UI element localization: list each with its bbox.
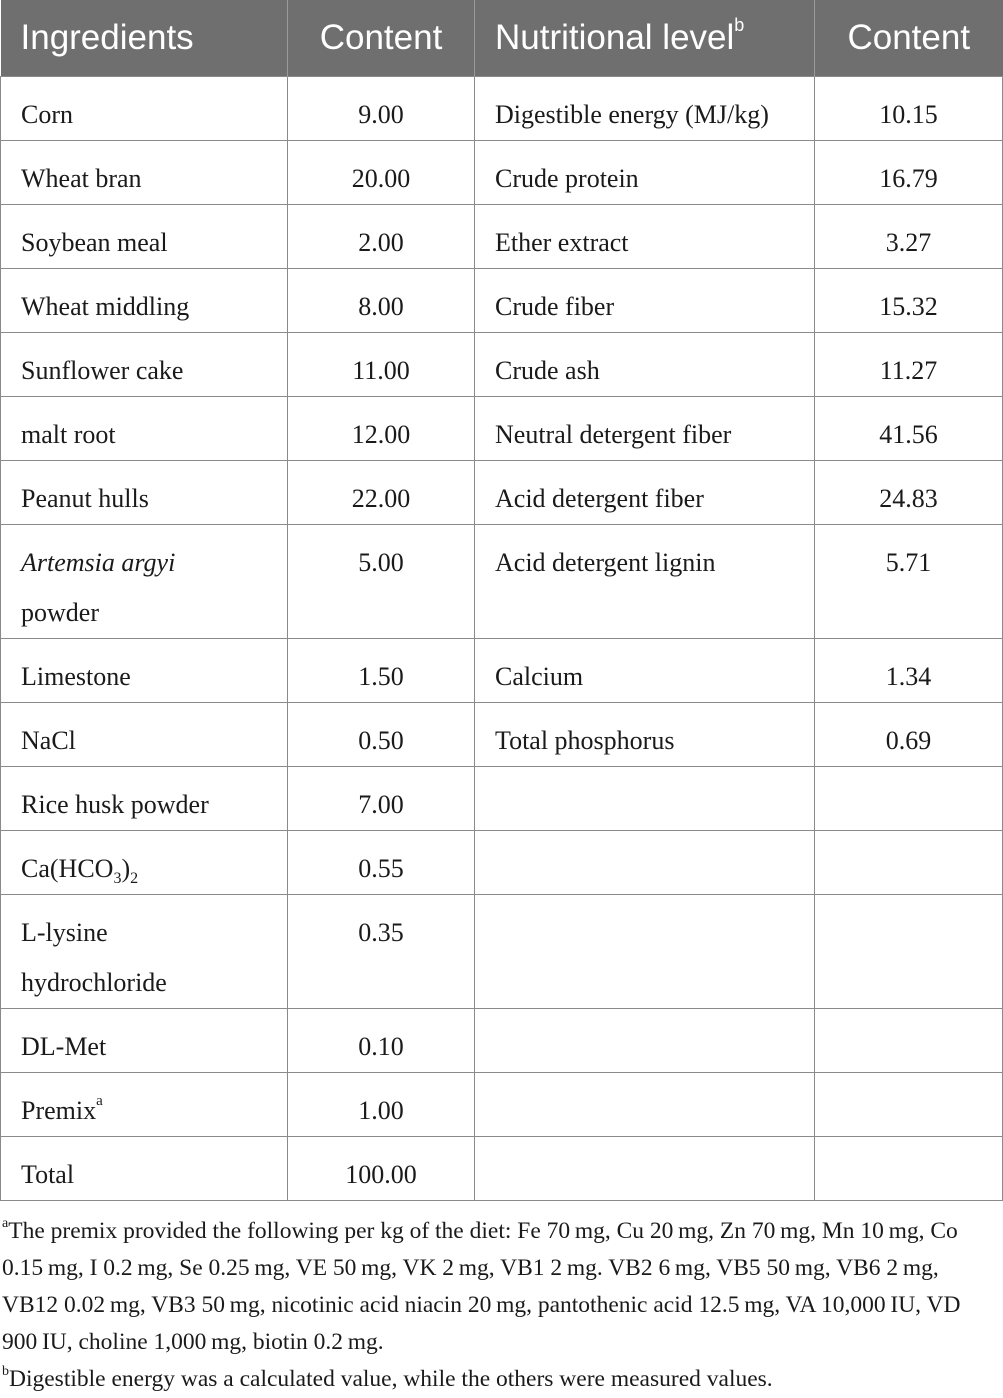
nutrient-cell: Ether extract (475, 205, 815, 269)
ingredient-content-cell: 11.00 (288, 333, 475, 397)
empty-cell (815, 1009, 1003, 1073)
ingredient-formula-part: ) (121, 854, 131, 883)
table-row (1, 461, 1003, 525)
ingredient-cell (1, 525, 288, 639)
nutrient-content-cell: 3.27 (815, 205, 1003, 269)
table-row (1, 77, 1003, 141)
table-row (1, 269, 1003, 333)
ingredient-formula-subscript: 2 (130, 870, 139, 887)
ingredient-cell (1, 895, 288, 1009)
table-row (1, 895, 1003, 1009)
table-row (1, 1073, 1003, 1137)
nutrient-cell: Total phosphorus (475, 703, 815, 767)
footnote-a-mark: a (2, 1216, 9, 1231)
nutrient-cell: Acid detergent fiber (475, 461, 815, 525)
ingredient-content-cell: 0.35 (288, 895, 475, 1009)
ingredient-name-line1: L-lysine (21, 918, 108, 947)
empty-cell (475, 1009, 815, 1073)
ingredient-content-cell: 8.00 (288, 269, 475, 333)
nutrient-content-cell: 1.34 (815, 639, 1003, 703)
nutrient-content-cell: 41.56 (815, 397, 1003, 461)
ingredient-cell: Total (1, 1137, 288, 1201)
ingredient-formula-part: Ca(HCO (21, 854, 114, 883)
ingredient-content-cell: 0.50 (288, 703, 475, 767)
empty-cell (475, 1073, 815, 1137)
nutrient-content-cell: 15.32 (815, 269, 1003, 333)
header-row (1, 0, 1003, 77)
nutrient-cell: Calcium (475, 639, 815, 703)
nutrient-cell: Crude protein (475, 141, 815, 205)
footnote-b-text: Digestible energy was a calculated value, while the others were measured values. (9, 1366, 773, 1392)
footnote-a (2, 1213, 992, 1361)
table-body (1, 77, 1003, 1201)
ingredient-cell: Wheat middling (1, 269, 288, 333)
ingredient-cell: DL-Met (1, 1009, 288, 1073)
ingredient-content-cell: 5.00 (288, 525, 475, 639)
table-row (1, 525, 1003, 639)
nutrient-content-cell: 24.83 (815, 461, 1003, 525)
ingredient-content-cell: 0.55 (288, 831, 475, 895)
table-footnotes (0, 1201, 992, 1398)
ingredient-cell: NaCl (1, 703, 288, 767)
ingredient-name-line2: hydrochloride (21, 968, 167, 997)
ingredient-content-cell: 12.00 (288, 397, 475, 461)
ingredient-content-cell: 9.00 (288, 77, 475, 141)
ingredient-cell: Peanut hulls (1, 461, 288, 525)
table-row (1, 205, 1003, 269)
nutrient-cell: Digestible energy (MJ/kg) (475, 77, 815, 141)
table-header (1, 0, 1003, 77)
ingredient-formula-subscript: 3 (113, 870, 122, 887)
ingredient-cell: Soybean meal (1, 205, 288, 269)
header-nutritional-level-label: Nutritional level (495, 18, 735, 57)
empty-cell (815, 831, 1003, 895)
header-ingredients: Ingredients (1, 0, 288, 77)
ingredient-cell: Limestone (1, 639, 288, 703)
nutrient-cell: Acid detergent lignin (475, 525, 815, 639)
ingredient-name-italic: Artemsia argyi (21, 548, 176, 577)
ingredient-cell (1, 831, 288, 895)
nutrient-cell: Crude ash (475, 333, 815, 397)
empty-cell (475, 831, 815, 895)
footnote-mark-b: b (734, 15, 745, 35)
ingredient-content-cell: 7.00 (288, 767, 475, 831)
nutrient-content-cell: 16.79 (815, 141, 1003, 205)
table-row (1, 1009, 1003, 1073)
header-nutritional-level (475, 0, 815, 77)
header-nutrient-content: Content (815, 0, 1003, 77)
ingredient-cell: Wheat bran (1, 141, 288, 205)
ingredient-cell: Corn (1, 77, 288, 141)
empty-cell (815, 895, 1003, 1009)
ingredient-content-cell: 1.50 (288, 639, 475, 703)
nutrient-content-cell: 5.71 (815, 525, 1003, 639)
ingredient-cell: malt root (1, 397, 288, 461)
table-row (1, 1137, 1003, 1201)
empty-cell (815, 1073, 1003, 1137)
table-row (1, 639, 1003, 703)
nutrient-content-cell: 0.69 (815, 703, 1003, 767)
ingredient-name-line2: powder (21, 598, 99, 627)
empty-cell (475, 1137, 815, 1201)
empty-cell (815, 767, 1003, 831)
footnote-b (2, 1361, 992, 1398)
table-row (1, 831, 1003, 895)
ingredient-content-cell: 2.00 (288, 205, 475, 269)
footnote-b-mark: b (2, 1364, 9, 1379)
ingredient-cell (1, 1073, 288, 1137)
header-ingredient-content: Content (288, 0, 475, 77)
table-row (1, 333, 1003, 397)
footnote-mark-a: a (96, 1093, 103, 1109)
ingredient-name: Premix (21, 1096, 97, 1125)
table-row (1, 767, 1003, 831)
table-row (1, 397, 1003, 461)
ingredient-content-cell: 22.00 (288, 461, 475, 525)
nutrient-content-cell: 11.27 (815, 333, 1003, 397)
nutrient-cell: Crude fiber (475, 269, 815, 333)
empty-cell (815, 1137, 1003, 1201)
nutrient-content-cell: 10.15 (815, 77, 1003, 141)
empty-cell (475, 767, 815, 831)
ingredient-content-cell: 0.10 (288, 1009, 475, 1073)
ingredient-cell: Sunflower cake (1, 333, 288, 397)
nutrient-cell: Neutral detergent fiber (475, 397, 815, 461)
footnote-a-text: The premix provided the following per kg of the diet: Fe 70 mg, Cu 20 mg, Zn 70 mg, Mn 10 mg, Co 0.15 mg, I 0.2 mg, Se 0.25 mg, VE 50 mg, VK 2 mg, VB1 2 mg. VB2 6 mg, VB5 50 mg, VB6 2 mg, VB12 0.02 mg, VB3 50 mg, nicotinic acid niacin 20 mg, pantothenic acid 12.5 mg, VA 10,000 IU, VD 900 IU, choline 1,000 mg, biotin 0.2 mg. (2, 1218, 961, 1355)
ingredient-content-cell: 20.00 (288, 141, 475, 205)
ingredient-cell: Rice husk powder (1, 767, 288, 831)
table-row (1, 141, 1003, 205)
ingredient-content-cell: 100.00 (288, 1137, 475, 1201)
empty-cell (475, 895, 815, 1009)
table-row (1, 703, 1003, 767)
ingredient-content-cell: 1.00 (288, 1073, 475, 1137)
